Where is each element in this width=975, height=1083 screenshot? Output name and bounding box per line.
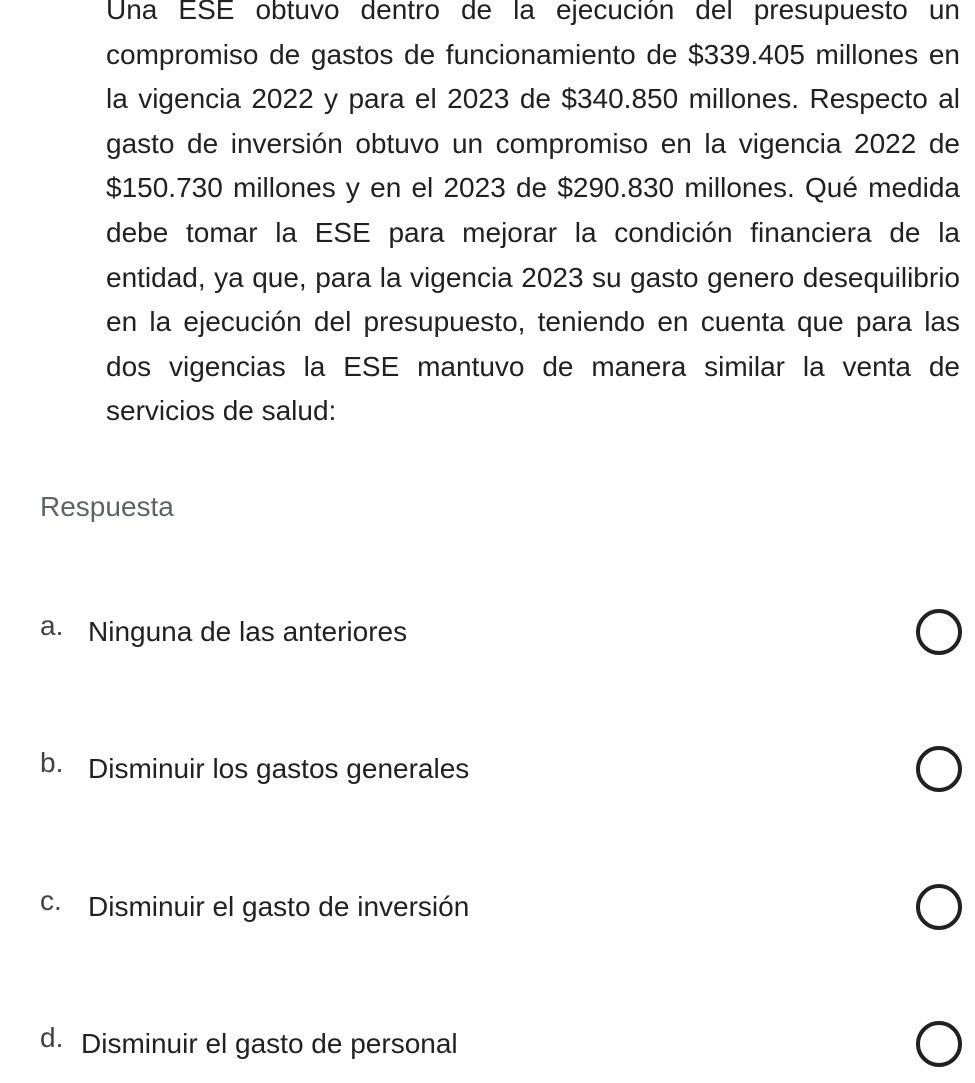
option-d-radio[interactable]: [916, 1021, 962, 1067]
answer-label: Respuesta: [40, 491, 174, 522]
option-a-radio[interactable]: [916, 609, 962, 655]
option-b-radio[interactable]: [916, 746, 962, 792]
option-c-radio[interactable]: [916, 884, 962, 930]
option-c-letter: c.: [40, 885, 62, 916]
option-d-text: Disminuir el gasto de personal: [81, 1028, 458, 1059]
question-text: Una ESE obtuvo dentro de la ejecución del presupuesto un compromiso de gastos de funcionamiento de $339.405 millones en la vigencia 2022 y para el 2023 de $340.850 millones. Respecto al gasto de inversión obtuvo un compromiso en la vigencia 2022 de $150.730 millones y en el 2023 de $290.830 millones. Qué medida debe tomar la ESE para mejorar la condición financiera de la entidad, ya que, para la vigencia 2023 su gasto genero desequilibrio en la ejecución del presupuesto, teniendo en cuenta que para las dos vigencias la ESE mantuvo de manera similar la venta de servicios de salud:: [106, 0, 960, 427]
option-c[interactable]: [40, 879, 962, 935]
option-d[interactable]: [40, 1016, 962, 1072]
option-b[interactable]: [40, 741, 962, 797]
option-b-letter: b.: [40, 747, 64, 778]
option-a-letter: a.: [40, 610, 64, 641]
option-c-text: Disminuir el gasto de inversión: [88, 891, 470, 922]
option-a-text: Ninguna de las anteriores: [88, 616, 408, 647]
option-d-letter: d.: [40, 1022, 64, 1053]
option-b-text: Disminuir los gastos generales: [88, 753, 470, 784]
option-a[interactable]: [40, 604, 962, 660]
